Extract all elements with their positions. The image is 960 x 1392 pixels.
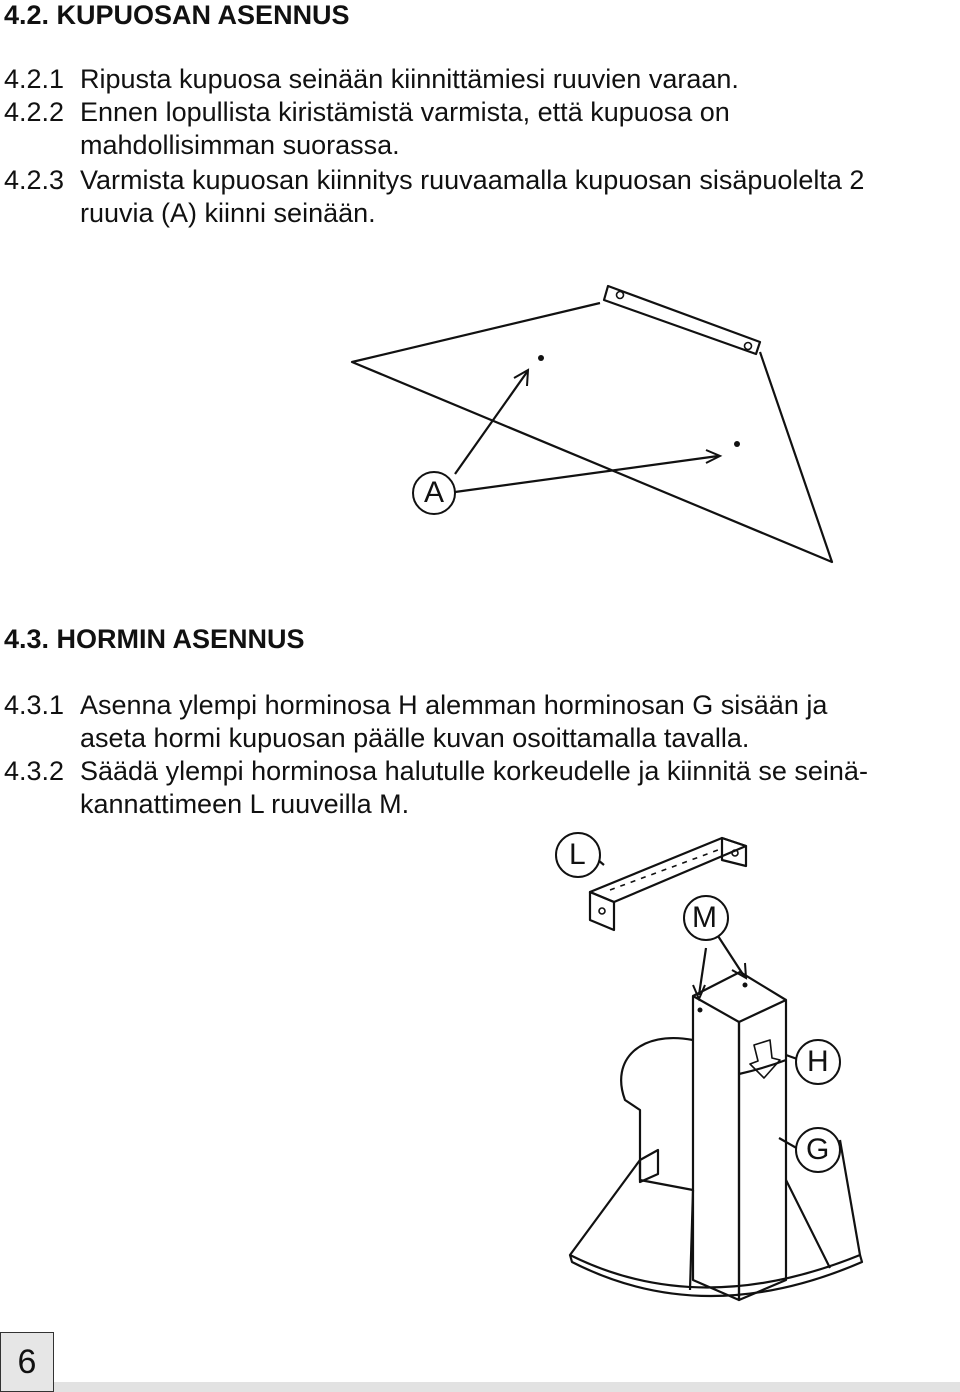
step-431-line-1: Asenna ylempi horminosa H alemman horminosan G sisään ja [80, 690, 828, 720]
hood-tab [640, 1150, 658, 1182]
chimney-left-face [693, 996, 739, 1300]
step-423-line-1: Varmista kupuosan kiinnitys ruuvaamalla kupuosan sisäpuolelta 2 [80, 165, 865, 195]
wall-bracket-front [590, 892, 614, 930]
step-422-line-2: mahdollisimman suorassa. [80, 130, 400, 160]
label-m: M [692, 901, 717, 934]
chimney-top-edge [693, 972, 786, 1000]
step-422-number: 4.2.2 [4, 97, 65, 127]
section-43-heading: 4.3. HORMIN ASENNUS [4, 624, 305, 654]
label-l: L [569, 838, 586, 871]
screw-dot-2 [734, 441, 740, 447]
section-42-heading: 4.2. KUPUOSAN ASENNUS [4, 0, 350, 30]
bracket-dashes [610, 850, 718, 890]
label-g: G [806, 1133, 830, 1166]
hood-screw-figure [0, 0, 960, 600]
screw-hole-front-1 [599, 908, 605, 914]
hood-top-bracket [604, 286, 760, 354]
step-423-number: 4.2.3 [4, 165, 65, 195]
bracket-hole-left [617, 292, 624, 299]
screw-dot-1 [538, 355, 544, 361]
step-423-line-2: ruuvia (A) kiinni seinään. [80, 198, 376, 228]
page-number-box [0, 1332, 54, 1392]
step-422-line-1: Ennen lopullista kiristämistä varmista, että kupuosa on [80, 97, 730, 127]
step-432-number: 4.3.2 [4, 756, 65, 786]
down-arrow-icon [750, 1040, 780, 1078]
step-431-number: 4.3.1 [4, 690, 65, 720]
arrow-line-1 [455, 372, 527, 474]
page-number: 6 [17, 1342, 37, 1381]
step-421-number: 4.2.1 [4, 64, 65, 94]
bracket-hole-right [745, 343, 752, 350]
screw-hole-chimney-2 [743, 983, 748, 988]
label-a: A [424, 476, 445, 509]
step-432-line-1: Säädä ylempi horminosa halutulle korkeudelle ja kiinnitä se seinä- [80, 756, 868, 786]
hood-canopy-seam-right [786, 1180, 830, 1268]
arrow-m-2 [718, 936, 744, 976]
step-431-line-2: aseta hormi kupuosan päälle kuvan osoittamalla tavalla. [80, 723, 750, 753]
arrow-line-2 [455, 456, 718, 492]
screw-hole-chimney-1 [698, 1008, 703, 1013]
arrow-m-1 [699, 948, 706, 995]
label-h: H [807, 1045, 829, 1078]
chimney-right-face [739, 1000, 786, 1300]
footer-strip [54, 1382, 960, 1392]
step-421-line-1: Ripusta kupuosa seinään kiinnittämiesi ruuvien varaan. [80, 64, 739, 94]
step-432-line-2: kannattimeen L ruuveilla M. [80, 789, 410, 819]
